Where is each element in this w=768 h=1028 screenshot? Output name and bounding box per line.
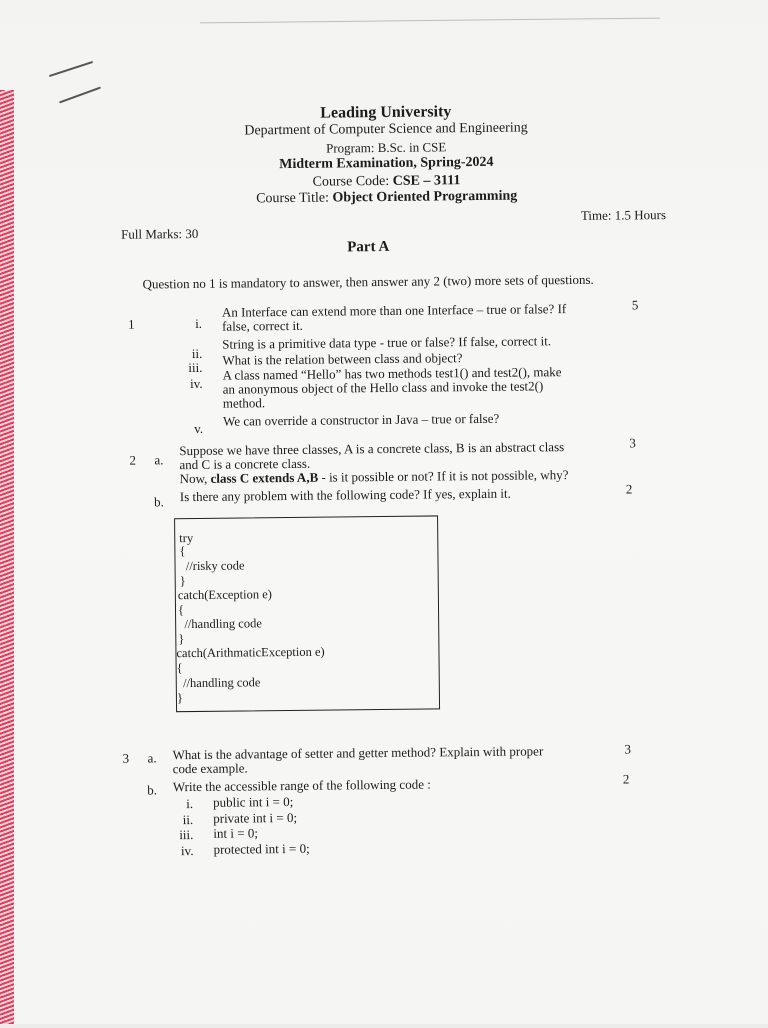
course-code-label: Course Code: xyxy=(312,173,393,190)
q3b-item-num: iii. xyxy=(179,827,194,843)
q2a-line2: and C is a concrete class. xyxy=(179,455,311,473)
q1-item-num: v. xyxy=(194,420,204,436)
exam-time: Time: 1.5 Hours xyxy=(580,207,667,223)
q1-item-iv-line2: an anonymous object of the Hello class and invoke the test2() xyxy=(222,378,544,397)
code-line: catch(Exception e) xyxy=(177,587,272,603)
q2a-line3-pre: Now, xyxy=(179,470,211,487)
exam-title: Midterm Examination, Spring-2024 xyxy=(279,154,494,173)
code-line: //handling code xyxy=(178,616,262,632)
code-line: } xyxy=(179,574,186,589)
question-2-number: 2 xyxy=(129,452,137,468)
code-line: catch(ArithmaticException e) xyxy=(176,644,325,661)
q1-item-num: iii. xyxy=(188,359,203,376)
q2a-label: a. xyxy=(154,452,164,468)
course-code-value: CSE – 3111 xyxy=(392,173,461,189)
code-box xyxy=(174,515,440,712)
q3b-item-num: ii. xyxy=(182,812,194,828)
q1-item-num: ii. xyxy=(191,345,203,362)
q1-item-iv-line1: A class named “Hello” has two methods test1() and test2(), make xyxy=(222,364,562,383)
department-name: Department of Computer Science and Engineering xyxy=(244,120,528,139)
q3b-item-num: iv. xyxy=(180,843,194,859)
q3a-marks: 3 xyxy=(624,741,632,757)
q1-item-num: iv. xyxy=(190,375,203,392)
code-line: } xyxy=(176,691,184,706)
q3b-item-num: i. xyxy=(186,796,194,812)
university-name: Leading University xyxy=(320,103,452,122)
q3b-item: int i = 0; xyxy=(213,825,258,841)
q2a-line3 xyxy=(180,468,610,487)
code-line: try xyxy=(179,531,194,546)
code-line: { xyxy=(176,661,183,676)
q1-item-num: i. xyxy=(195,315,203,331)
code-line: //risky code xyxy=(179,558,245,574)
q3b-marks: 2 xyxy=(622,771,630,787)
course-title-label: Course Title: xyxy=(256,190,333,207)
q1-item-i-line1: An Interface can extend more than one Interface – true or false? If xyxy=(221,301,567,320)
q3b-text: Write the accessible range of the following code : xyxy=(172,776,431,795)
q1-item-iv xyxy=(222,365,614,411)
q1-item-iv-line3: method. xyxy=(222,395,266,411)
program-name: Program: B.Sc. in CSE xyxy=(325,139,447,156)
q2b-marks: 2 xyxy=(625,481,633,497)
q3a-text xyxy=(172,744,612,777)
q1-item-iii: What is the relation between class and object? xyxy=(222,350,463,368)
code-line: { xyxy=(177,603,185,618)
q2b-text: Is there any problem with the following code? If yes, explain it. xyxy=(179,485,511,505)
instructions: Question no 1 is mandatory to answer, then answer any 2 (two) more sets of questions. xyxy=(142,271,594,292)
q3b-item: public int i = 0; xyxy=(212,793,294,810)
code-line: { xyxy=(179,544,186,559)
course-title xyxy=(177,188,597,208)
part-heading: Part A xyxy=(347,238,390,256)
q2a-line1: Suppose we have three classes, A is a concrete class, B is an abstract class xyxy=(179,439,565,459)
q2b-label: b. xyxy=(154,494,164,510)
code-line: } xyxy=(178,632,185,647)
q3b-item: private int i = 0; xyxy=(213,809,298,826)
q2a-line3-post: - is it possible or not? If it is not possible, why? xyxy=(318,467,569,485)
q1-item-ii: String is a primitive data type - true or false? If false, correct it. xyxy=(222,333,552,352)
code-line: //handling code xyxy=(176,675,261,691)
q1-item-i-line2: false, correct it. xyxy=(221,317,303,334)
q1-item-v: We can override a constructor in Java – true or false? xyxy=(222,410,500,429)
q3b-item: protected int i = 0; xyxy=(213,840,310,857)
q2a-marks: 3 xyxy=(629,435,636,451)
question-1-marks: 5 xyxy=(631,297,639,313)
question-3-number: 3 xyxy=(122,750,130,766)
q3a-label: a. xyxy=(147,750,157,766)
q3b-label: b. xyxy=(147,782,157,798)
question-1-number: 1 xyxy=(127,316,135,332)
q1-item-i xyxy=(222,302,614,334)
q3a-line1: What is the advantage of setter and getter method? Explain with proper xyxy=(172,743,544,763)
q2a-text xyxy=(179,440,609,487)
course-title-value: Object Oriented Programming xyxy=(332,188,518,206)
q3a-line2: code example. xyxy=(172,760,248,777)
full-marks: Full Marks: 30 xyxy=(120,225,199,242)
q2a-line3-bold: class C extends A,B xyxy=(210,469,319,486)
